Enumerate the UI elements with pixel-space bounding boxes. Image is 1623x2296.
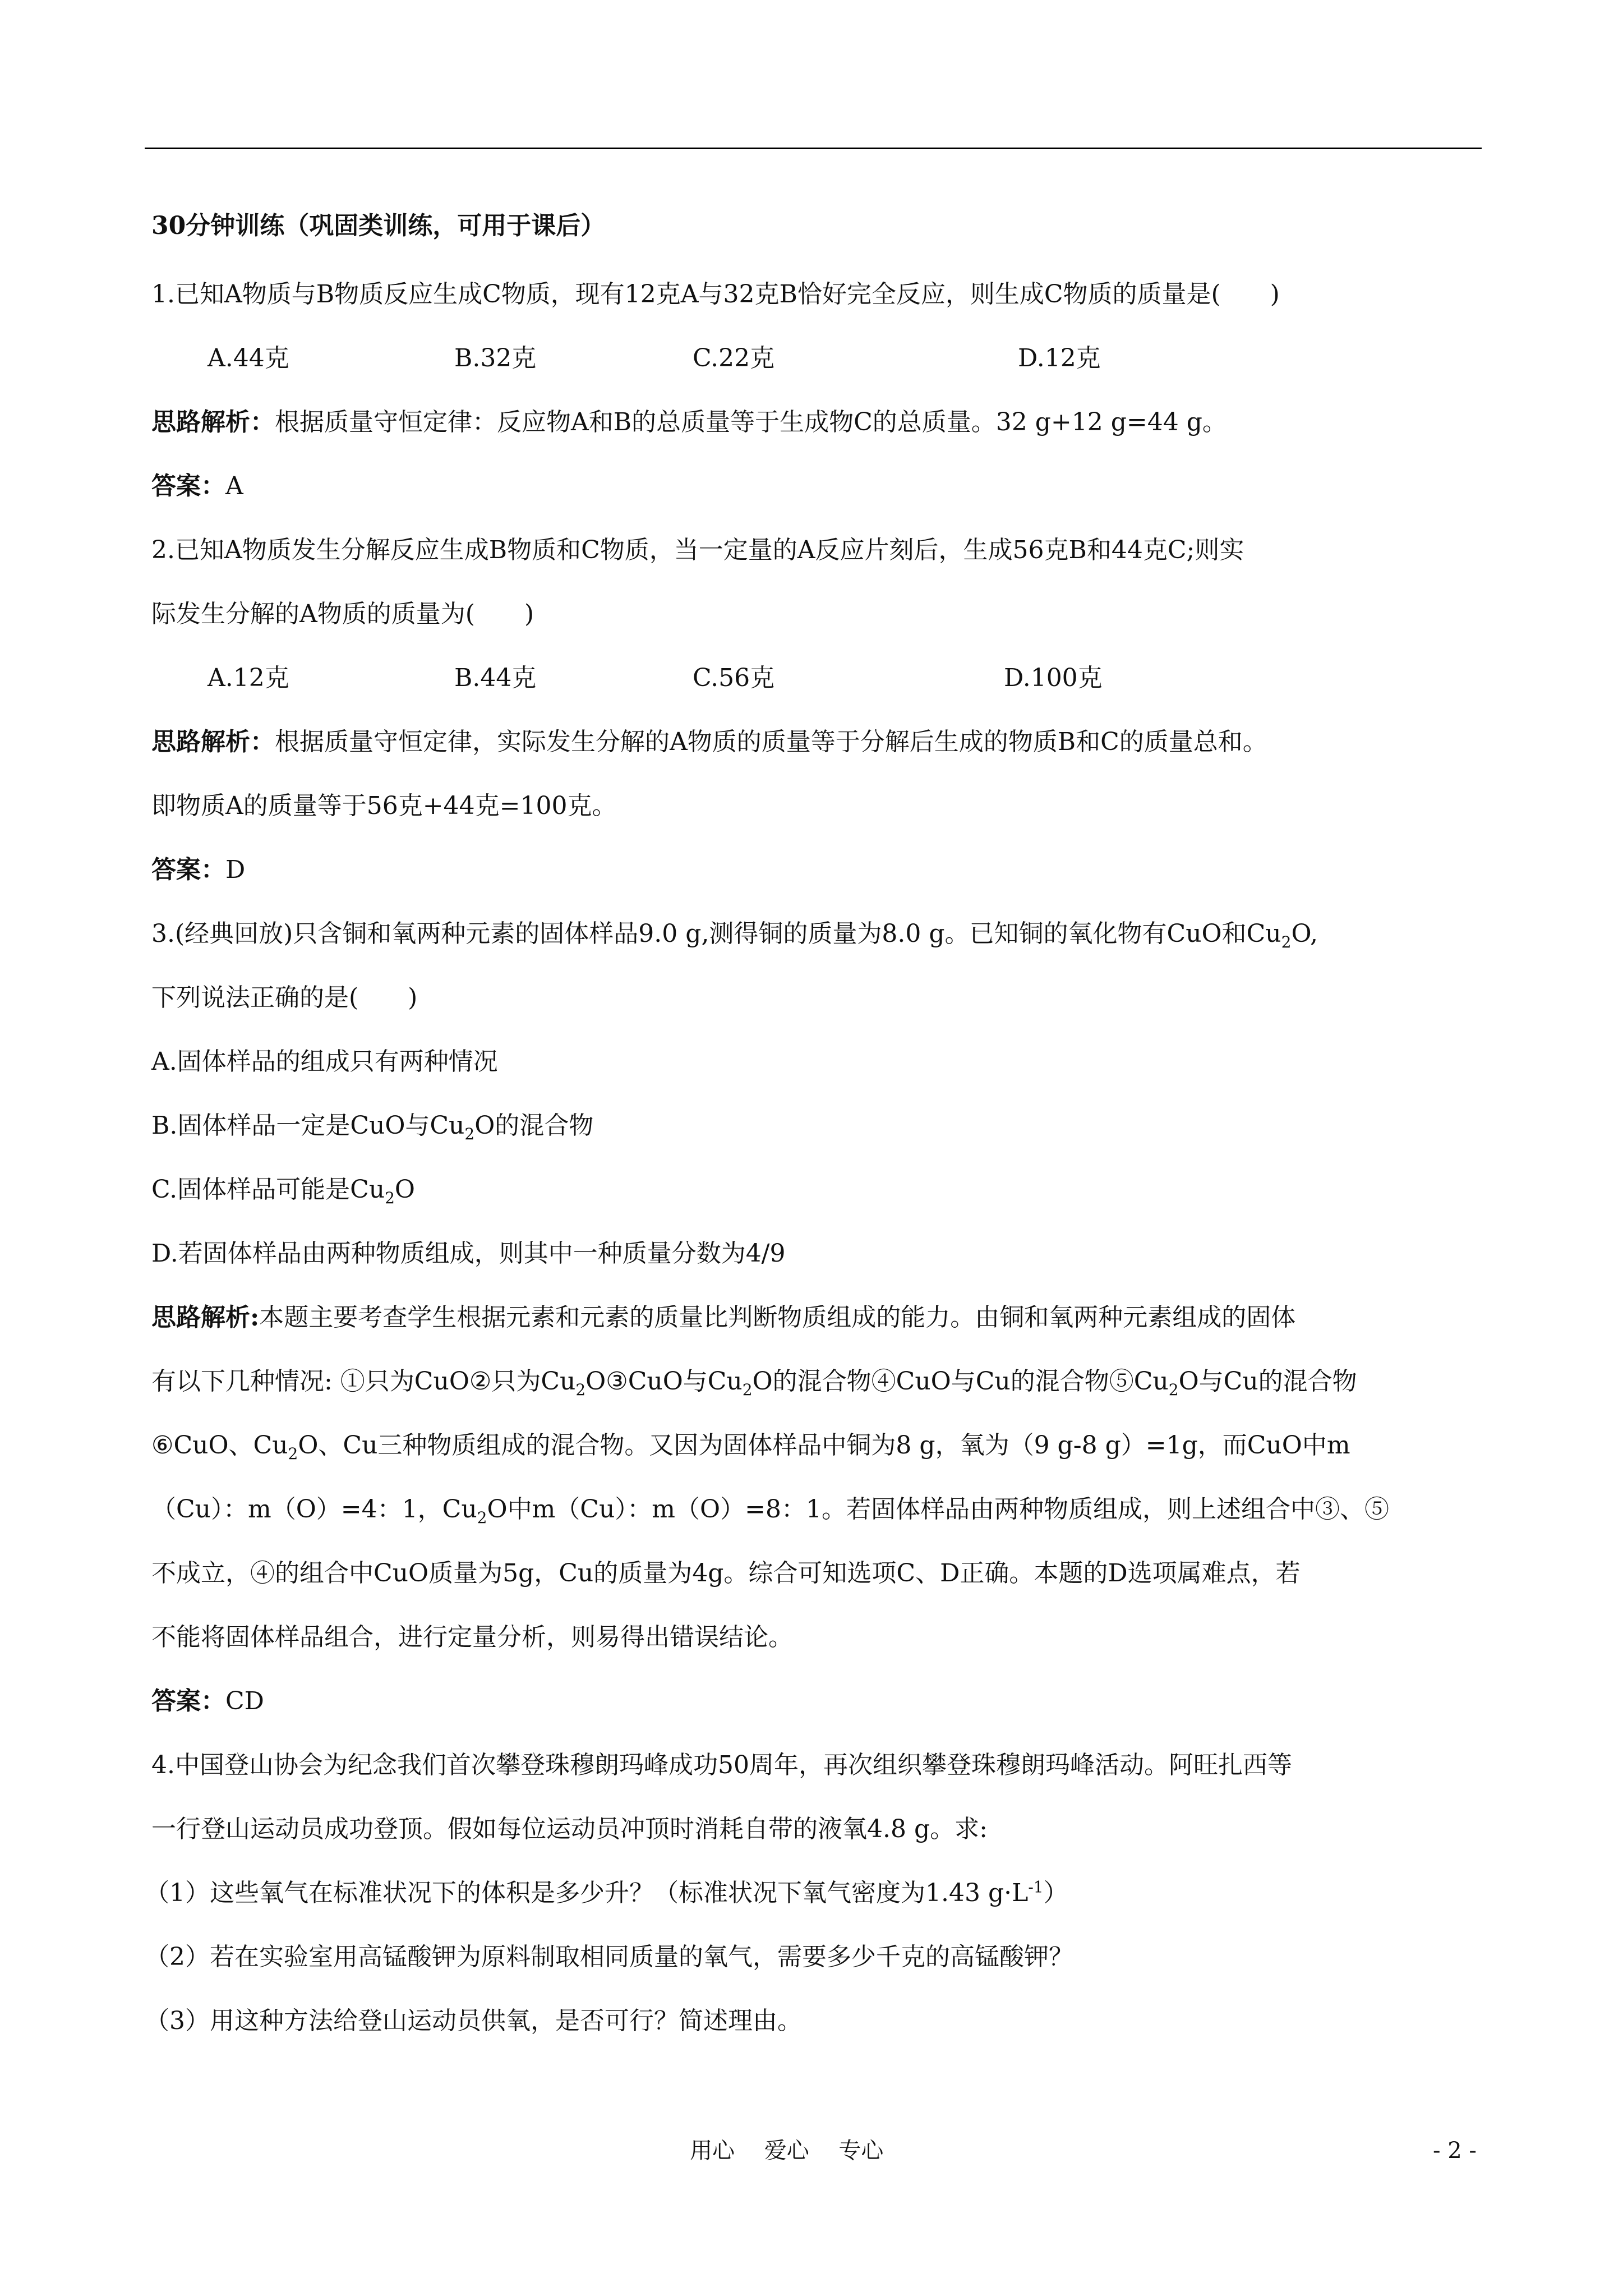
q3-option-c-text: C.固体样品可能是Cu: [151, 1175, 385, 1204]
q3-analysis-2c: O的混合物④CuO与Cu的混合物⑤Cu: [752, 1367, 1169, 1396]
q3-stem-line1: [151, 917, 1318, 951]
q3-analysis-line6: 不能将固体样品组合，进行定量分析，则易得出错误结论。: [151, 1623, 793, 1651]
q3-analysis-label: 思路解析:: [151, 1303, 260, 1332]
q2-answer: [151, 853, 245, 887]
superscript-minus-1: -1: [1028, 1878, 1044, 1897]
q1-analysis-text: 根据质量守恒定律：反应物A和B的总质量等于生成物C的总质量。32 g+12 g=44 g。: [275, 408, 1227, 436]
q4-part-2: （2）若在实验室用高锰酸钾为原料制取相同质量的氧气，需要多少千克的高锰酸钾？: [145, 1943, 1073, 1971]
q1-option-a: A.44克: [208, 344, 289, 372]
q1-option-d: D.12克: [1018, 344, 1101, 372]
q3-analysis-text: 本题主要考查学生根据元素和元素的质量比判断物质组成的能力。由铜和氧两种元素组成的固体: [259, 1303, 1296, 1332]
q3-option-a: A.固体样品的组成只有两种情况: [151, 1047, 498, 1076]
q3-stem-text-end: O,: [1291, 919, 1318, 948]
q3-analysis-line3: [151, 1429, 1350, 1462]
section-title: 30分钟训练（巩固类训练，可用于课后）: [151, 211, 606, 240]
q3-option-b-text: B.固体样品一定是CuO与Cu: [151, 1111, 465, 1140]
q1-option-c: C.22克: [693, 344, 775, 372]
subscript-2: 2: [477, 1508, 487, 1527]
q3-analysis-3b: O、Cu三种物质组成的混合物。又因为固体样品中铜为8 g，氧为（9 g-8 g）=1g，而CuO中m: [298, 1431, 1350, 1460]
q2-analysis-line1: [151, 725, 1267, 759]
q3-analysis-4b: O中m（Cu）：m（O）=8：1。若固体样品由两种物质组成，则上述组合中③、⑤: [487, 1495, 1389, 1524]
page-number: - 2 -: [1433, 2138, 1477, 2164]
q2-answer-label: 答案：: [151, 855, 225, 884]
q3-analysis-line5: 不成立，④的组合中CuO质量为5g，Cu的质量为4g。综合可知选项C、D正确。本题的D选项属难点，若: [151, 1559, 1301, 1588]
subscript-2: 2: [1281, 932, 1292, 951]
subscript-2: 2: [288, 1444, 298, 1463]
q1-analysis-label: 思路解析：: [151, 408, 275, 436]
q2-stem-line2: 际发生分解的A物质的质量为( ): [151, 600, 534, 628]
subscript-2: 2: [742, 1380, 753, 1399]
subscript-2: 2: [464, 1124, 475, 1143]
q3-option-b: [151, 1109, 593, 1143]
q3-analysis-line4: [151, 1493, 1389, 1526]
q4-part-1: [145, 1876, 1068, 1910]
q1-answer-value: A: [225, 472, 243, 500]
q3-analysis-2d: O与Cu的混合物: [1178, 1367, 1357, 1396]
q2-option-b: B.44克: [454, 664, 537, 692]
q3-analysis-3a: ⑥CuO、Cu: [151, 1431, 288, 1460]
q2-option-d: D.100克: [1004, 664, 1103, 692]
q3-option-c-text-end: O: [394, 1175, 415, 1204]
q3-option-c: [151, 1173, 415, 1207]
q1-stem: 1.已知A物质与B物质反应生成C物质，现有12克A与32克B恰好完全反应，则生成C物质的质量是( ): [151, 280, 1280, 309]
header-rule: [145, 148, 1482, 149]
q1-answer-label: 答案：: [151, 472, 225, 500]
q1-answer: [151, 470, 243, 503]
q3-answer: [151, 1685, 264, 1718]
q2-answer-value: D: [225, 855, 246, 884]
q4-stem-line1: 4.中国登山协会为纪念我们首次攀登珠穆朗玛峰成功50周年，再次组织攀登珠穆朗玛峰活动。阿旺扎西等: [151, 1751, 1292, 1779]
q3-option-b-text-end: O的混合物: [474, 1111, 594, 1140]
q2-option-a: A.12克: [208, 664, 289, 692]
q3-analysis-4a: （Cu）：m（O）=4：1，Cu: [151, 1495, 477, 1524]
q2-stem-line1: 2.已知A物质发生分解反应生成B物质和C物质，当一定量的A反应片刻后，生成56克B和44克C;则实: [151, 536, 1244, 564]
q3-analysis-2b: O③CuO与Cu: [585, 1367, 743, 1396]
q4-part-1-text: （1）这些氧气在标准状况下的体积是多少升？（标准状况下氧气密度为1.43 g·L: [145, 1879, 1029, 1907]
subscript-2: 2: [1168, 1380, 1179, 1399]
q1-option-b: B.32克: [454, 344, 537, 372]
q3-stem-line2: 下列说法正确的是( ): [151, 983, 418, 1012]
q4-part-1-end: ）: [1043, 1879, 1068, 1907]
q3-analysis-line2: [151, 1365, 1357, 1398]
q3-option-d: D.若固体样品由两种物质组成，则其中一种质量分数为4/9: [151, 1239, 786, 1268]
q1-analysis: [151, 406, 1227, 439]
q3-analysis-2a: 有以下几种情况: ①只为CuO②只为Cu: [151, 1367, 576, 1396]
subscript-2: 2: [385, 1188, 395, 1207]
q2-analysis-label: 思路解析：: [151, 728, 275, 756]
q3-stem-text: 3.(经典回放)只含铜和氧两种元素的固体样品9.0 g,测得铜的质量为8.0 g。已知铜的氧化物有CuO和Cu: [151, 919, 1281, 948]
q3-analysis-line1: [151, 1301, 1295, 1335]
footer-motto: 用心 爱心 专心: [690, 2138, 884, 2164]
q2-analysis-text: 根据质量守恒定律，实际发生分解的A物质的质量等于分解后生成的物质B和C的质量总和。: [275, 728, 1267, 756]
q3-answer-label: 答案：: [151, 1687, 225, 1715]
q2-option-c: C.56克: [693, 664, 775, 692]
q2-analysis-line2: 即物质A的质量等于56克+44克=100克。: [151, 792, 617, 820]
q4-stem-line2: 一行登山运动员成功登顶。假如每位运动员冲顶时消耗自带的液氧4.8 g。求:: [151, 1815, 988, 1843]
q4-part-3: （3）用这种方法给登山运动员供氧，是否可行？简述理由。: [145, 2007, 802, 2035]
subscript-2: 2: [575, 1380, 586, 1399]
q3-answer-value: CD: [225, 1687, 264, 1715]
